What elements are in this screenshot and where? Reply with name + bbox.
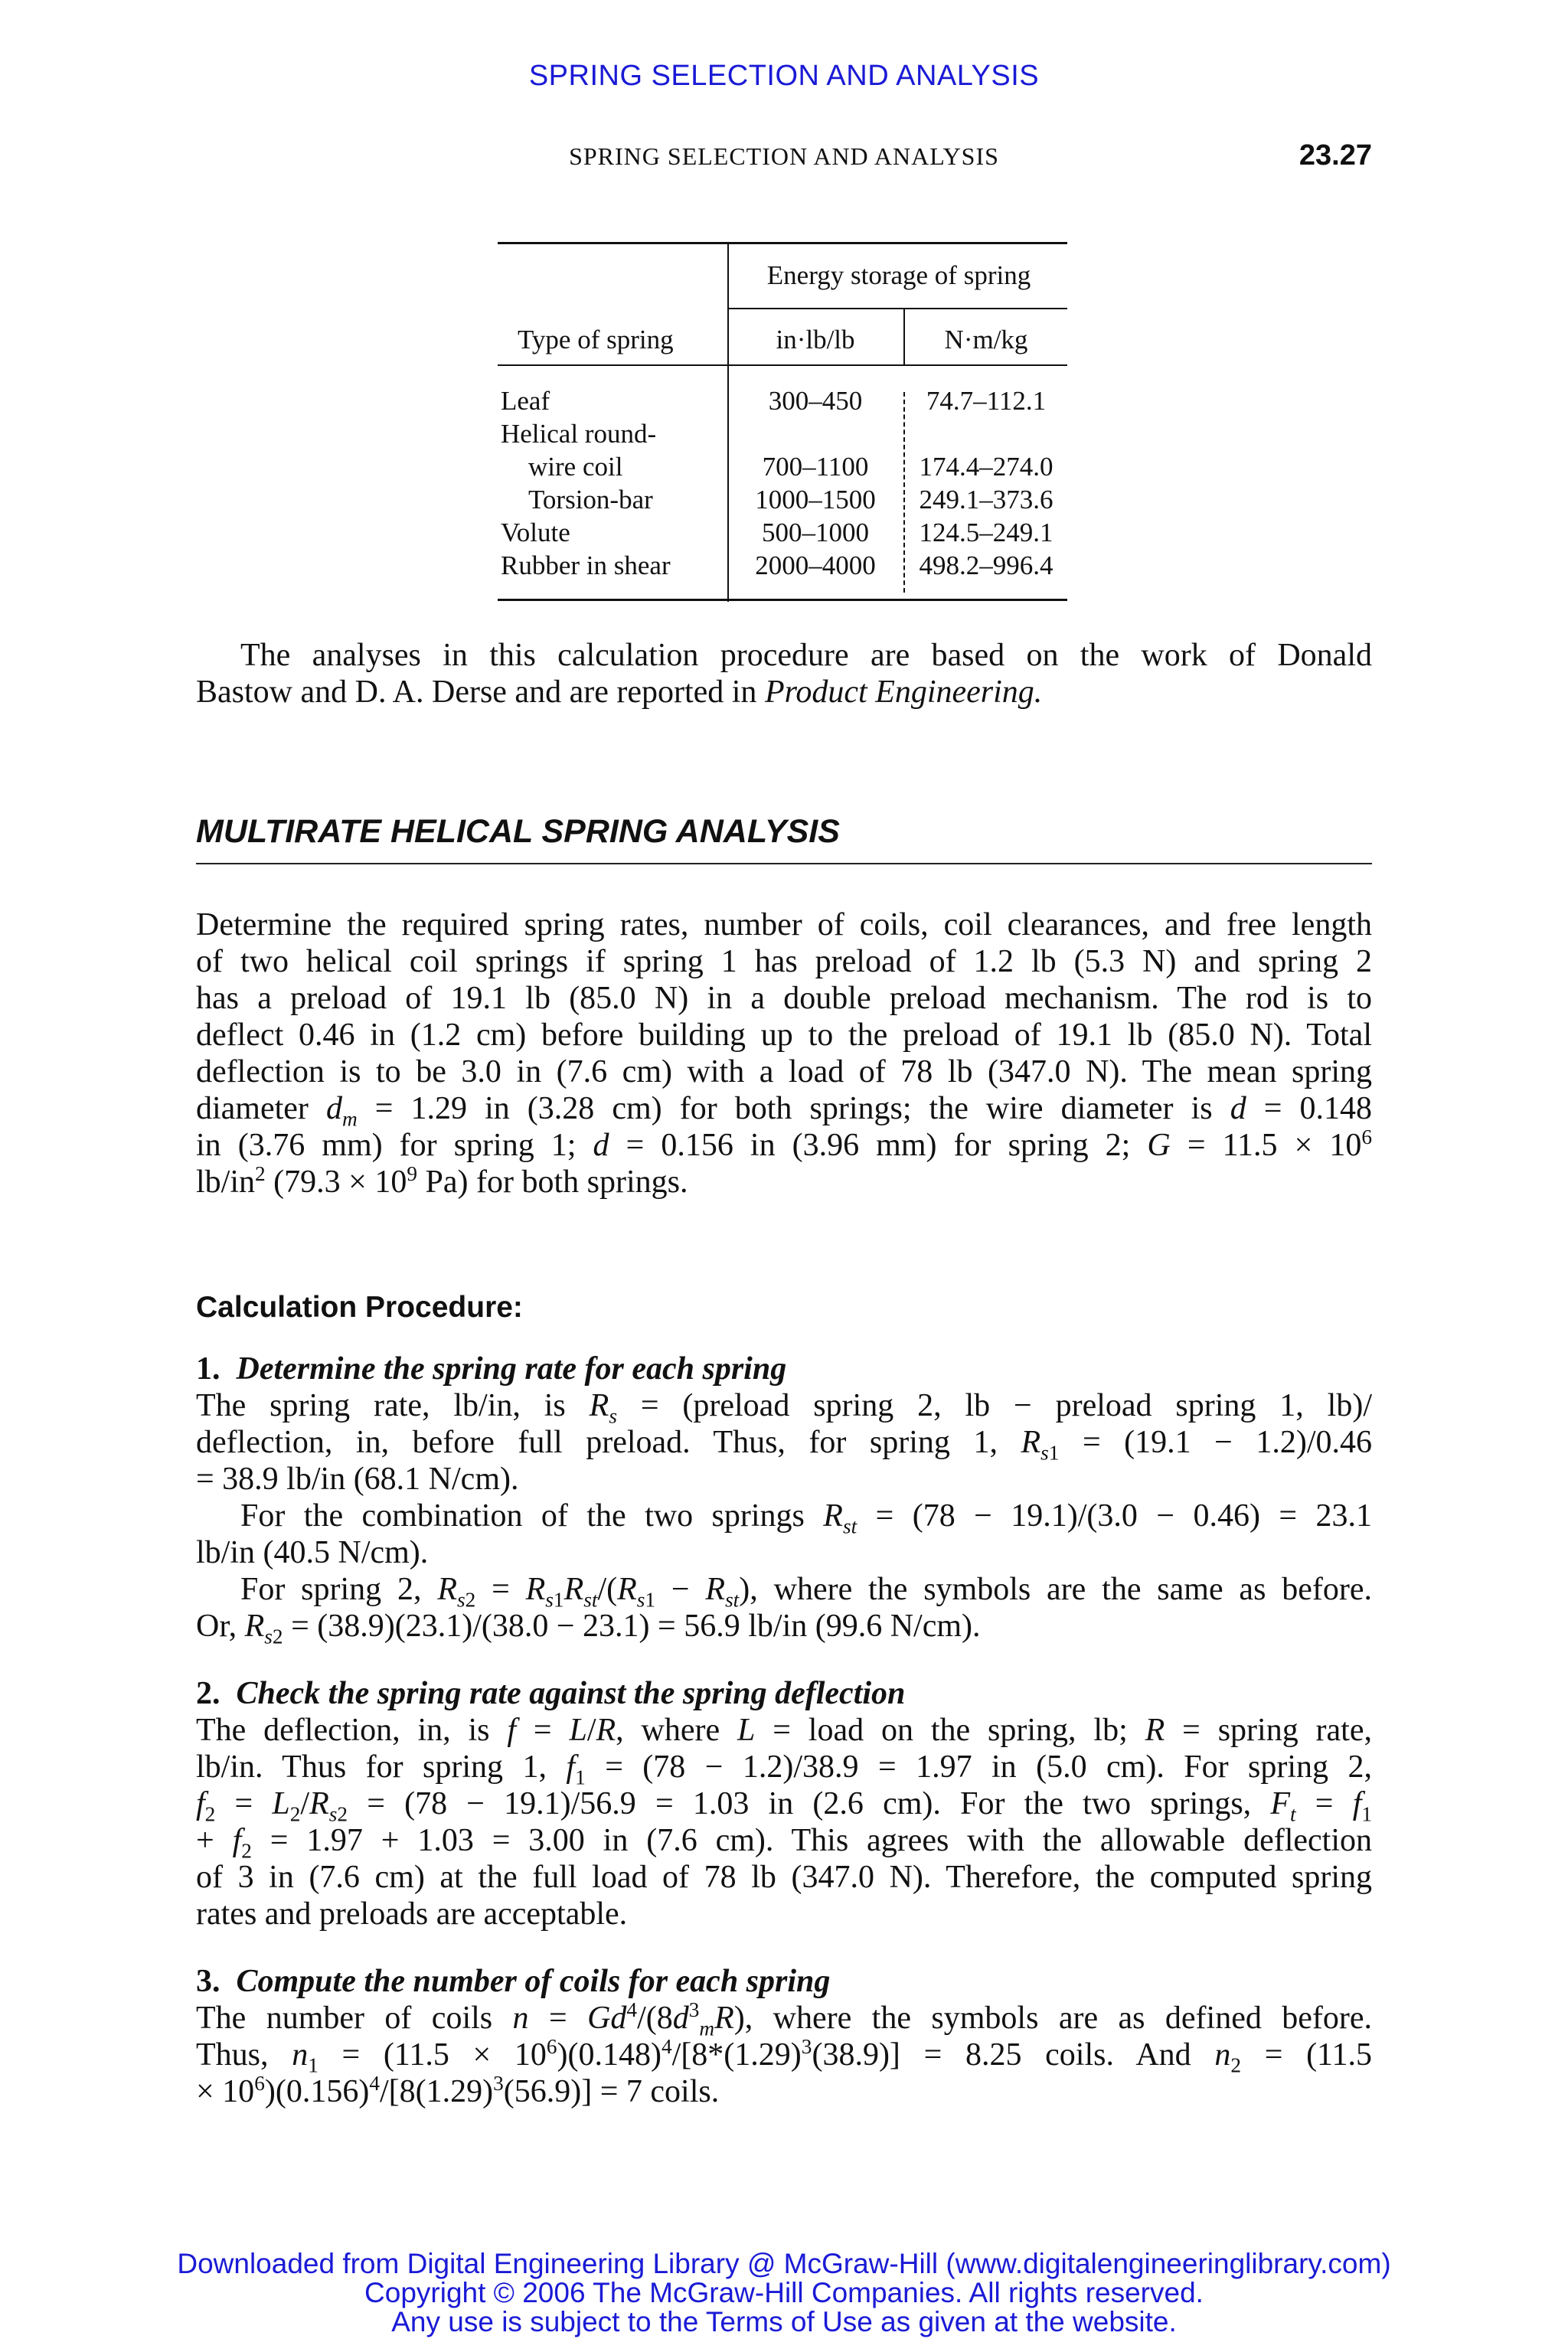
intro-paragraph: The analyses in this calculation procedure are based on the work of Donald Bastow and D. A. Derse and are reported in Product Engineering. [196, 638, 1372, 710]
table-row: Rubber in shear [501, 550, 671, 580]
table-top-rule [498, 242, 1067, 244]
table-cell: 500–1000 [762, 518, 869, 547]
table-cell: 498.2–996.4 [919, 550, 1054, 580]
table-cell: 700–1100 [762, 452, 869, 482]
step-1: 1. Determine the spring rate for each spring The spring rate, lb/in, is $R_s$ = (preload spring 2, lb − preload spring 1, lb)/ deflection, in, before full preload. Thus, for spring 1, $R_{s1} = (19.1 - 1.2)/0.46$ = 38.9 lb/in (68.1 N/cm). For the combination of the two springs $R_{st} = (78 - 19.1)/(3.0 - 0.46) = 23.1$ lb/in (40.5 N/cm). For spring 2, $R_{s2} = R_{s1}R_{st}/(R_{s1} - R_{st})$, where the symbols are the same as before. Or, $R_{s2} = (38.9)(23.1)/(38.0 - 23.1) = 56.9$ lb/in (99.6 N/cm). [196, 1351, 1373, 1648]
table-cell: 249.1–373.6 [919, 485, 1054, 514]
problem-statement: Determine the required spring rates, number of coils, coil clearances, and free length of two helical coil springs if spring 1 has preload of 1.2 lb (5.3 N) and spring 2 has a preload of 19.1 lb (85.0 N) in a double preload mechanism. The rod is to deflect 0.46 in (1.2 cm) before building up to the preload of 19.1 lb (85.0 N). Total deflection is to be 3.0 in (7.6 cm) with a load of 78 lb (347.0 N). The mean spring diameter $d_m = 1.29$ in (3.28 cm) for both springs; the wire diameter is d = 0.148 in (3.76 mm) for spring 1; d = 0.156 in (3.96 mm) for spring 2; $G = 11.5 \times 10^6$ $lb/in^2$ ($79.3 \times 10^9$ Pa) for both springs. [196, 907, 1372, 1200]
table-header-type: Type of spring [518, 325, 674, 354]
table-row: Leaf [501, 386, 550, 416]
table-cell: 1000–1500 [755, 485, 876, 514]
table-cell: 300–450 [768, 386, 863, 416]
footer-copyright: Copyright © 2006 The McGraw-Hill Companies. All rights reserved. [364, 2277, 1204, 2308]
table-bottom-rule [498, 599, 1067, 601]
table-row: Torsion-bar [528, 485, 653, 514]
chapter-link[interactable]: SPRING SELECTION AND ANALYSIS [528, 60, 1040, 92]
step-3-title: Compute the number of coils for each spring [236, 1964, 831, 1999]
step-2: 2. Check the spring rate against the spring deflection The deflection, in, is f = L/R, where L = load on the spring, lb; R = spring rate, lb/in. Thus for spring 1, $f_1 = (78 - 1.2)/38.9 = 1.97$ in (5.0 cm). For spring 2, $f_2 = L_2/R_{s2} = (78 - 19.1)/56.9 = 1.03$ in (2.6 cm). For the two springs, $F_t = f_1$ + $f_2 = 1.97 + 1.03 = 3.00$ in (7.6 cm). This agrees with the allowable deflection of 3 in (7.6 cm) at the full load of 78 lb (347.0 N). Therefore, the computed spring rates and preloads are acceptable. [196, 1676, 1373, 1932]
table-cell: 74.7–112.1 [926, 386, 1047, 416]
table-cell: 174.4–274.0 [919, 452, 1054, 482]
table-row: Helical round- [501, 419, 657, 449]
page-number: 23.27 [1298, 139, 1372, 172]
table-cell: 124.5–249.1 [919, 518, 1054, 547]
footer-download-link[interactable]: Downloaded from Digital Engineering Library @ McGraw-Hill (www.digitalengineeringlibrary.com) [177, 2248, 1391, 2279]
table-cell: 2000–4000 [755, 550, 876, 580]
energy-storage-table [498, 242, 1067, 602]
table-header-imperial: in·lb/lb [776, 325, 855, 354]
step-3: 3. Compute the number of coils for each spring The number of coils $n = Gd^4/(8d^3_mR)$, where the symbols are as defined before. Thus, $n_1 = (11.5 \times 10^6)(0.148)^4/[8*(1.29)^3(38.9)] = 8.25$ coils. And $n_2 = (11.5$ × $10^6)(0.156)^4/[8(1.29)^3(56.9)] = 7$ coils. [196, 1964, 1373, 2109]
table-row: wire coil [528, 452, 623, 482]
step-2-title: Check the spring rate against the spring deflection [236, 1676, 906, 1711]
table-header-metric: N·m/kg [944, 325, 1028, 354]
table-row: Volute [501, 518, 570, 547]
footer-terms[interactable]: Any use is subject to the Terms of Use as given at the website. [391, 2306, 1177, 2337]
section-rule [196, 863, 1372, 864]
step-1-title: Determine the spring rate for each spring [236, 1351, 787, 1387]
running-head: SPRING SELECTION AND ANALYSIS [569, 142, 999, 170]
table-group-header: Energy storage of spring [766, 260, 1031, 290]
section-title: MULTIRATE HELICAL SPRING ANALYSIS [196, 813, 840, 850]
table-header-rule [498, 364, 1067, 366]
procedure-heading: Calculation Procedure: [196, 1291, 523, 1324]
table-group-rule [729, 308, 1067, 309]
